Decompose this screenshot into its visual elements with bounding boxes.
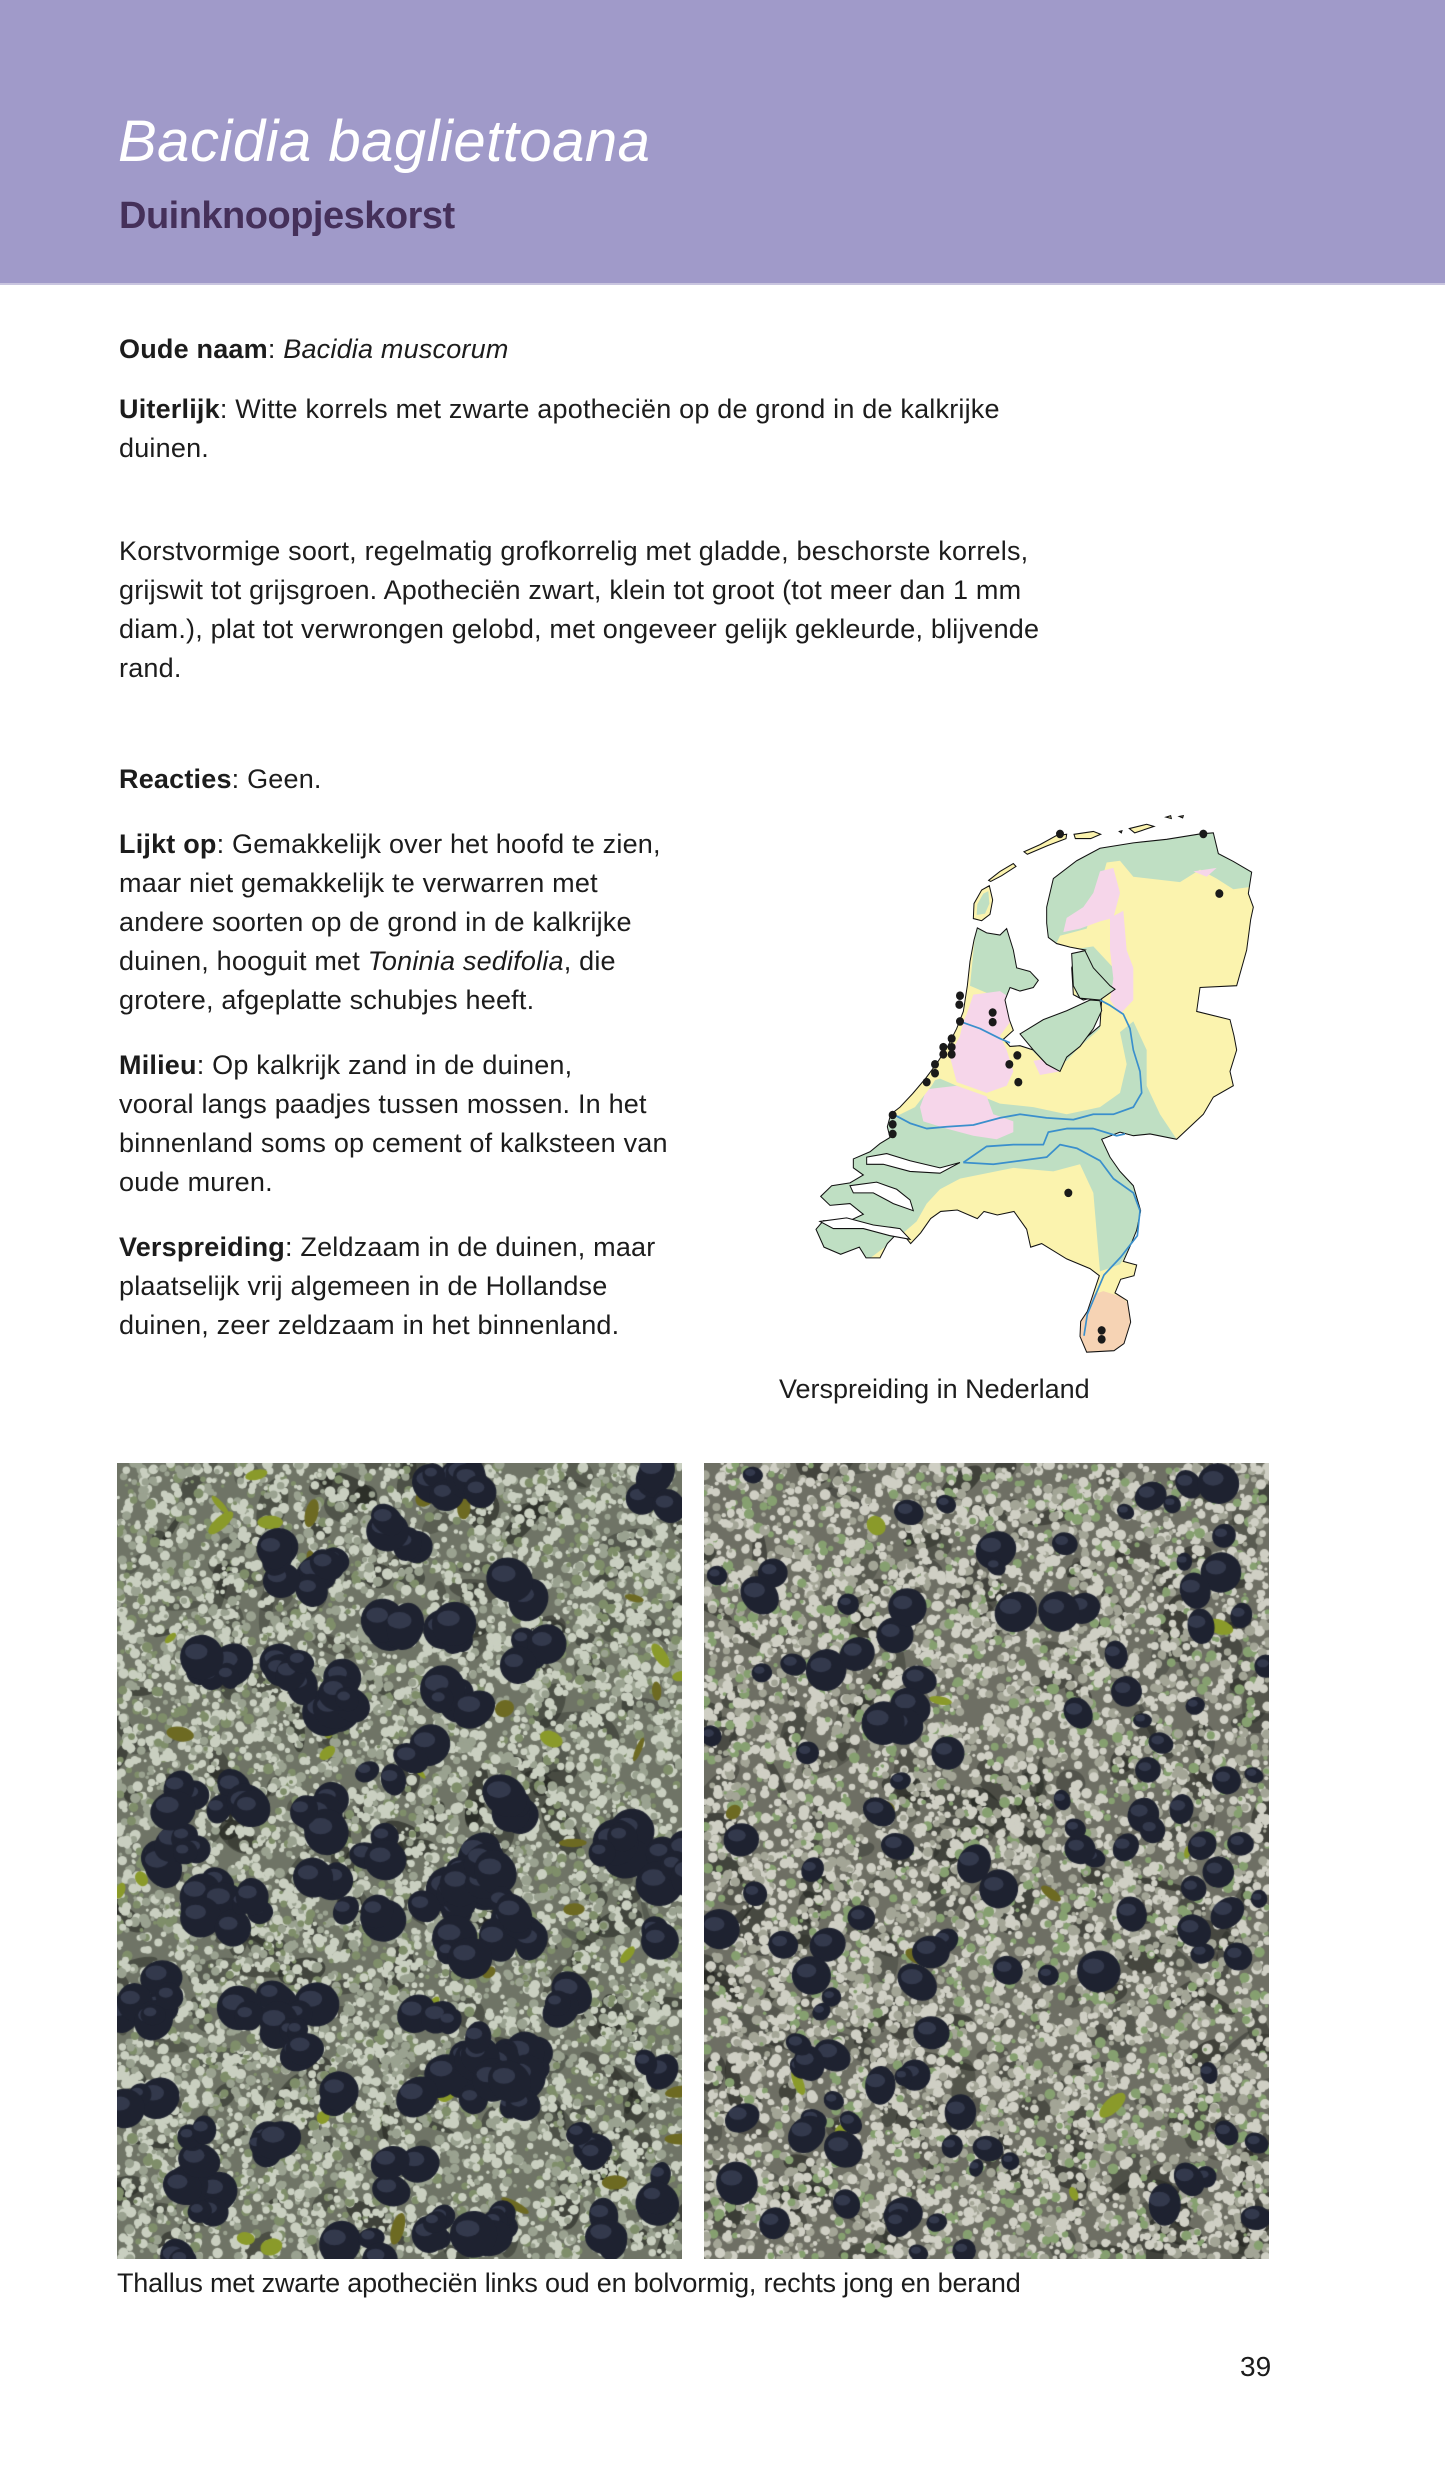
old-name-field — [119, 330, 509, 369]
reactions-value: Geen. — [247, 764, 322, 794]
description-line: grijswit tot grijsgroen. Apotheciën zwart, klein tot groot (tot meer dan 1 mm — [119, 575, 1022, 605]
photo-right-young-apothecia — [704, 1463, 1269, 2259]
map-record-dot — [1064, 1189, 1072, 1198]
lookalike-label: Lijkt op — [119, 829, 217, 859]
lookalike-text: duinen, hooguit met — [119, 946, 368, 976]
distribution-line — [119, 1228, 655, 1267]
appearance-text: Witte korrels met zwarte apotheciën op de grond in de kalkrijke — [235, 394, 1000, 424]
habitat-text: Op kalkrijk zand in de duinen, — [212, 1050, 573, 1080]
map-record-dot — [1056, 830, 1064, 839]
separator: : — [219, 394, 236, 424]
common-name: Duinknoopjeskorst — [119, 195, 455, 237]
old-name-line — [119, 330, 509, 369]
map-record-dot — [1215, 889, 1223, 898]
habitat-line: oude muren. — [119, 1167, 273, 1197]
appearance-line — [119, 390, 1000, 429]
map-island-schiermonnikoog — [1129, 824, 1154, 833]
distribution-text: Zeldzaam in de duinen, maar — [300, 1232, 656, 1262]
distribution-field — [119, 1228, 655, 1345]
scientific-name: Bacidia bagliettoana — [118, 109, 651, 174]
separator: : — [284, 1232, 301, 1262]
habitat-field — [119, 1046, 668, 1202]
separator: : — [231, 764, 248, 794]
description-line: Korstvormige soort, regelmatig grofkorrelig met gladde, beschorste korrels, — [119, 536, 1029, 566]
reactions-label: Reacties — [119, 764, 232, 794]
lookalike-line: maar niet gemakkelijk te verwarren met — [119, 868, 598, 898]
map-record-dot — [948, 1034, 956, 1043]
map-record-dot — [889, 1120, 897, 1129]
lookalike-species: Toninia sedifolia — [367, 946, 564, 976]
photo-caption: Thallus met zwarte apotheciën links oud en bolvormig, rechts jong en berand — [117, 2268, 1021, 2298]
map-record-dot — [931, 1060, 939, 1069]
appearance-line: duinen. — [119, 433, 209, 463]
map-record-dot — [889, 1130, 897, 1139]
map-land — [816, 833, 1253, 1352]
description-line: rand. — [119, 653, 182, 683]
old-name-label: Oude naam — [119, 334, 268, 364]
reactions-line — [119, 760, 322, 799]
lookalike-text: , die — [563, 946, 616, 976]
distribution-map — [800, 800, 1280, 1360]
distribution-line: duinen, zeer zeldzaam in het binnenland. — [119, 1310, 620, 1340]
lookalike-line: grotere, afgeplatte schubjes heeft. — [119, 985, 535, 1015]
map-record-dot — [931, 1069, 939, 1078]
habitat-label: Milieu — [119, 1050, 197, 1080]
map-record-dot — [955, 1000, 963, 1009]
map-caption: Verspreiding in Nederland — [779, 1374, 1090, 1404]
map-island-ameland — [1074, 831, 1101, 838]
page-number: 39 — [1240, 2351, 1272, 2382]
lookalike-field — [119, 825, 661, 1020]
description-paragraph — [119, 532, 1039, 688]
map-record-dot — [939, 1050, 947, 1059]
species-header — [0, 0, 1445, 285]
map-record-dot — [1098, 1326, 1106, 1335]
separator: : — [267, 334, 284, 364]
map-island-small — [1119, 816, 1183, 833]
map-record-dot — [923, 1078, 931, 1087]
lookalike-text: Gemakkelijk over het hoofd te zien, — [232, 829, 661, 859]
habitat-line — [119, 1046, 668, 1085]
map-record-dot — [889, 1111, 897, 1120]
map-record-dot — [1013, 1051, 1021, 1060]
map-record-dot — [1199, 830, 1207, 839]
lookalike-line — [119, 942, 661, 981]
map-record-dot — [1005, 1060, 1013, 1069]
description-line: diam.), plat tot verwrongen gelobd, met ongeveer gelijk gekleurde, blijvende — [119, 614, 1040, 644]
distribution-label: Verspreiding — [119, 1232, 285, 1262]
separator: : — [196, 1050, 213, 1080]
map-record-dot — [956, 1017, 964, 1026]
separator: : — [216, 829, 232, 859]
photo-left-old-apothecia — [117, 1463, 682, 2259]
map-record-dot — [1098, 1335, 1106, 1344]
appearance-label: Uiterlijk — [119, 394, 220, 424]
map-record-dot — [989, 1008, 997, 1017]
map-island-vlieland — [989, 864, 1016, 882]
lookalike-line — [119, 825, 661, 864]
map-record-dot — [948, 1050, 956, 1059]
old-name-value: Bacidia muscorum — [283, 334, 509, 364]
map-record-dot — [989, 1018, 997, 1027]
appearance-field — [119, 390, 1000, 468]
habitat-line: binnenland soms op cement of kalksteen van — [119, 1128, 668, 1158]
map-record-dot — [956, 991, 964, 1000]
habitat-line: vooral langs paadjes tussen mossen. In het — [119, 1089, 647, 1119]
reactions-field — [119, 760, 322, 799]
lookalike-line: andere soorten op de grond in de kalkrijke — [119, 907, 632, 937]
map-record-dot — [1014, 1078, 1022, 1087]
distribution-line: plaatselijk vrij algemeen in de Hollandse — [119, 1271, 608, 1301]
